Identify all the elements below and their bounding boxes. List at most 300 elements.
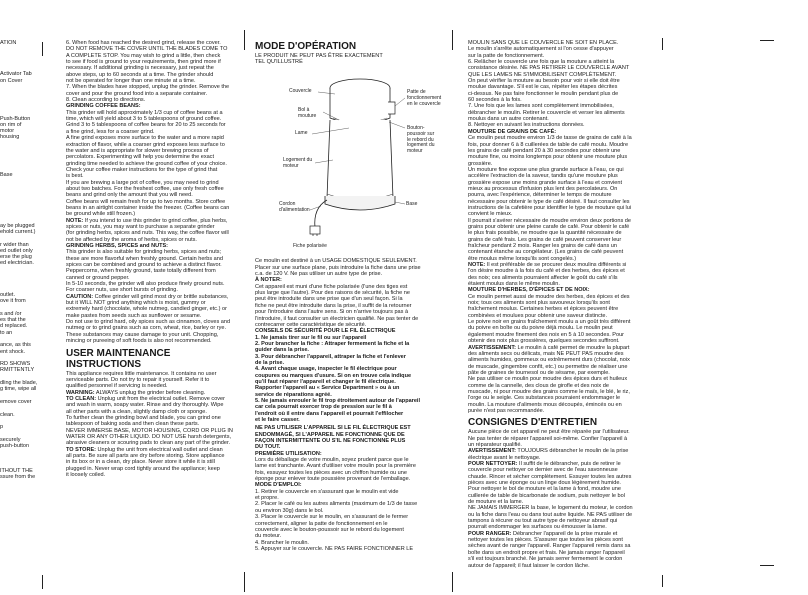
text-line: pâte de graines de tournesol ou de sésame, par exemple. [468, 369, 610, 376]
maintenance-title: USER MAINTENANCE INSTRUCTIONS [66, 347, 171, 370]
text-line: être moulus même lorsqu'ils sont congelés.) [468, 255, 577, 262]
text-line: Cordon [279, 201, 296, 208]
mode-emploi-list [255, 489, 450, 552]
text-line: étaient moulus dans le même moulin. [468, 281, 560, 288]
avert2-paragraph [468, 448, 656, 461]
fragment-line: ssure from the [0, 474, 36, 481]
text-line: 5. Ne jamais enrouler le fil trop étroitement autour de l'appareil [255, 397, 420, 404]
text-line: For coarser nuts, use short bursts of grinding. [66, 287, 178, 294]
text-line: DO NOT REMOVE THE COVER UNTIL THE BLADES COME TO [66, 46, 228, 53]
text-line: d'alimentation [279, 207, 310, 213]
text-line: moteur [407, 147, 423, 154]
text-line: coupures ou marques d'usure. Si on en trouve cela indique [255, 372, 412, 379]
text-line: Ce moulin permet aussi de moudre des herbes, des épices et des [468, 293, 630, 300]
store-label: TO STORE: [66, 446, 96, 453]
fragment-line: ATION [0, 40, 17, 46]
text-line: is best. [66, 173, 84, 180]
note-label: NOTE: [66, 217, 84, 224]
conseils-heading: CONSEILS DE SÉCURITÉ POUR LE FIL ÉLECTRIQUE [255, 328, 396, 335]
text-line: qu'il faut réparer l'appareil et changer le fil électrique. [255, 378, 396, 385]
fragment-line: RMITTENTLY [0, 367, 35, 374]
fragment-line: erse the plug [0, 254, 32, 261]
crop-mark [244, 572, 245, 592]
text-line: l'introduire, il faut consulter un électricien qualifié. Ne pas tenter de [255, 315, 419, 322]
text-line: 6. Relâcher le couvercle une fois que la mouture a atteint la [468, 59, 615, 66]
text-line: Débrancher l'appareil de la prise murale et [511, 530, 618, 537]
text-line: these are more flavorful when freshly ground. Certain herbs and [66, 255, 223, 262]
fragment-line: to an [0, 329, 13, 336]
steps-6-8 [66, 40, 242, 103]
herbs-heading: GRINDING HERBS, SPICES and NUTS: [66, 243, 169, 249]
text-line: fiche ne peut être introduite dans la prise, il suffit de la retourner [255, 302, 412, 309]
note-paragraph [66, 218, 242, 243]
text-line: Ce moulin est destiné à un USAGE DOMESTIQUE SEULEMENT. [255, 258, 417, 265]
text-line: accélère l'extraction de la saveur, tandis qu'une mouture plus [468, 173, 618, 180]
fragment-line: dling the blade, [0, 380, 38, 387]
text-line: spices or nuts, you may want to purchase a separate grinder [66, 223, 215, 230]
text-line: a fine grind, less for a coarser grind. [66, 128, 155, 135]
text-line: chaude. Rincer et sécher complètement. Essuyer toutes les autres [468, 473, 632, 480]
fragment-line: housing [0, 134, 20, 141]
text-line: éponge pour enlever toute poussière provenant de l'emballage. [255, 476, 411, 483]
maintenance-intro [66, 371, 242, 390]
callout-lame: Lame [295, 130, 308, 137]
text-line: pour l'introduire dans l'autre sens. Si on n'arrive toujours pas à [255, 309, 409, 316]
text-line: be ground while still frozen.) [66, 211, 136, 218]
fragment-line: outlet. [0, 291, 15, 298]
grinding-coffee-heading: GRINDING COFFEE BEANS: [66, 103, 141, 110]
text-line: plugged in. Never wrap cord tightly around the appliance; keep [66, 465, 220, 472]
text-line: débrancher le moulin. Retirer le couvercle et verser les aliments [468, 109, 625, 116]
text-line: contenant étanche au congélateur. (Les grains de café peuvent [468, 249, 624, 256]
fragment-line: s and /or [0, 310, 22, 317]
text-line: TEL QU'ILLUSTRÉ [255, 59, 303, 66]
text-line: logement du [407, 142, 435, 149]
text-line: Il suffit de le débrancher, puis de retirer le [517, 461, 621, 467]
text-line: serviceable parts. Do not try to repair it yourself. Refer it to [66, 376, 210, 383]
callout-cordon [279, 202, 310, 213]
text-line: du poivre en boîte ou du poivre déjà moulu. Le moulin peut [468, 325, 613, 332]
text-line: beans in an airtight container inside the freezer. (Coffee beans can [66, 204, 230, 211]
text-line: nettoyer toutes les pièces. S'assurer que toutes les pièces sont [468, 537, 623, 544]
text-line: This grinder will hold approximately 1/3 cup of coffee beans at a [66, 109, 223, 116]
text-line: 1. Ne jamais tirer sur le fil ou sur l'appareil [255, 334, 367, 341]
text-line: Lors du déballage de votre moulin, soyez prudent parce que le [255, 457, 409, 464]
text-line: (for grinding herbs, spices and nuts. This way, the coffee flavor will [66, 230, 229, 237]
store-paragraph [66, 447, 242, 479]
text-line: l'on désire moudre à la fois du café et des herbes, des épices et [468, 268, 625, 275]
text-line: Le poivre noir en grains fraîchement moulu a un goût très différent [468, 319, 631, 326]
crop-mark [760, 40, 774, 41]
clean-label: TO CLEAN: [66, 395, 97, 402]
text-line: WATER OR ANY OTHER LIQUID. DO NOT USE harsh detergents, [66, 433, 232, 440]
text-line: Unplug the unit from electrical wall outlet and clean [96, 446, 223, 453]
text-line: not be operated for longer than one minute at a time. [66, 78, 196, 85]
warning-text: ALWAYS unplug the grinder before cleaning. [94, 389, 206, 396]
fragment-line: securely [0, 436, 21, 443]
text-line: consistance désirée. NE PAS RETIRER LE COUVERCLE AVANT [468, 65, 630, 72]
text-line: électrique avant le nettoyage. [468, 454, 541, 461]
fragment-line: Push-Button [0, 115, 31, 122]
text-line: Coffee grinder will grind most dry or brittle substances, [93, 293, 229, 300]
text-line: To further clean the grinding bowl and blade, you can grind one [66, 414, 221, 421]
text-line: ENDOMMAGÉ, SI L'APPAREIL NE FONCTIONNE QUE DE [255, 431, 405, 438]
text-line: plus large que l'autre). Pour des raisons de sécurité, la fiche ne [255, 290, 410, 297]
text-line: moteur [283, 163, 299, 169]
text-line: NE JAMAIS IMMERGER la base, le logement du moteur, le cordon [468, 505, 633, 512]
text-line: comme de la cannelle, des clous de girofle et des noix de [468, 382, 609, 389]
avert-paragraph [468, 345, 656, 415]
grains-heading: MOUTURE DE GRAINS DE CAFÉ: [468, 128, 557, 135]
text-line: 4. Brancher le moulin. [255, 539, 309, 546]
text-line: c.a. de 120 V. Ne pas utiliser un autre type de prise. [255, 271, 383, 278]
steps-6-8-fr [468, 40, 656, 129]
clean-paragraph [66, 396, 242, 447]
callout-bol [298, 108, 316, 119]
caution-paragraph [66, 294, 242, 345]
text-line: combinées et moulues pour obtenir une saveur distincte. [468, 312, 608, 319]
fragment-line: clean. [0, 411, 15, 418]
noter-text [255, 284, 450, 328]
text-line: cover and pour the ground food into a separate container. [66, 90, 208, 97]
text-line: 7. Une fois que les lames sont complètement immobilisées, [468, 103, 614, 110]
text-line: A fine grind exposes more surface to the water and a more rapid [66, 135, 224, 142]
fragment-line: Activator Tab [0, 71, 32, 78]
text-line: it loosely coiled. [66, 472, 106, 478]
text-line: Il est préférable de se procurer deux moulins différents si [485, 262, 627, 269]
text-line: Patte de [407, 89, 426, 96]
text-line: Aucune pièce de cet appareil ne peut être réparée par l'utilisateur. [468, 429, 630, 436]
fragment-line: Base [0, 172, 13, 179]
text-line: fois, pour donner 6 à 8 cuillerées de table de café moulu. Moudre [468, 141, 629, 148]
text-line: pourra, avec l'expérience, déterminer le temps de mouture [468, 192, 612, 199]
text-line: time, which will yield about 3 to 5 tablespoons of ground coffee. [66, 116, 222, 123]
mode-operation-title: MODE D'OPÉRATION [255, 41, 357, 52]
text-line: obtenir des noix plus grossières, quelques secondes suffiront. [468, 338, 620, 345]
text-line: service de réparations agréé. [255, 391, 332, 398]
text-line: fraîcheur pendant 2 mois. Ranger les grains de café dans un [468, 243, 617, 249]
fragment-line: r wider than [0, 241, 29, 248]
text-line: On peut vérifier la mouture au besoin pour voir si elle doit être [468, 78, 620, 85]
callout-logement [283, 158, 312, 169]
premiere-heading: PREMIÈRE UTILISATION: [255, 450, 322, 457]
crop-mark [760, 565, 774, 566]
text-line: fois, essuyez toutes les pièces avec un chiffon humide ou une [255, 469, 407, 476]
text-line: spices can be combined and ground to achieve a distinct flavor. [66, 262, 222, 269]
text-line: 60 secondes à la fois. [468, 97, 522, 104]
text-line: Unplug unit from the electrical outlet. Remove cover [96, 395, 225, 402]
text-line: but it WILL NOT grind anything which is moist, gummy or [66, 300, 206, 307]
text-line: moulue davantage. S'il est le cas, répéter les étapes décrites [468, 84, 618, 91]
text-line: A COMPLETE STOP. You may wish to grind a little, then check [66, 52, 221, 59]
note-fr-text [468, 262, 626, 287]
text-line: poussoir sur [407, 131, 435, 137]
text-line: ci-dessus. Ne pas faire fonctionner le moulin pendant plus de [468, 90, 619, 97]
text-line: boîte dans un endroit propre et frais. Ne jamais ranger l'appareil [468, 549, 625, 556]
caution-text [66, 294, 230, 344]
text-line: muscade, ni pour moudre des grains comme le maïs, le blé, le riz, [468, 388, 630, 395]
avert-text [468, 345, 630, 414]
crop-mark [452, 572, 453, 592]
text-line: des aliments secs ou délicats, mais NE PEUT PAS moudre des [468, 350, 624, 357]
avert2-label: AVERTISSEMENT: [468, 448, 516, 455]
text-line: nutmeg or to grind grains such as corn, wheat, rice, barley or rye. [66, 325, 227, 332]
text-line: FAÇON INTERMITTENTE OU S'IL NE FONCTIONNE PLUS [255, 438, 406, 445]
text-line: fraîchement moulus. Certaines herbes et épices peuvent être [468, 306, 619, 313]
text-line: MOULIN SANS QUE LE COUVERCLE NE SOIT EN PLACE. [468, 40, 619, 46]
text-line: grossière expose une moins grande surface à l'eau et convient [468, 179, 622, 186]
callout-patte [407, 90, 441, 107]
text-line: mieux au processus d'infusion plus lent des percolateurs. On [468, 185, 618, 192]
noter-label: À NOTER: [255, 277, 282, 284]
text-line: the water and is appropriate for slower brewing process of [66, 147, 209, 154]
text-line: Ne pas utiliser ce moulin pour moudre des épices durs et huileux [468, 376, 628, 383]
fragment-line: d replaced. [0, 323, 28, 330]
text-line: In 5-10 seconds, the grinder will also produce finely ground nuts. [66, 281, 225, 288]
text-line: 1. Retirer le couvercle en s'assurant que le moulin est vide [255, 488, 399, 495]
usage-text [255, 258, 450, 277]
text-line: about two batches. For the freshest coffee, use only fresh coffee [66, 185, 224, 192]
text-line: NE PAS UTILISER L'APPAREIL SI LE FIL ÉLECTRIQUE EST [255, 425, 411, 432]
fragment-line: ance, as this [0, 342, 31, 349]
text-line: de mouture et la lame. [468, 499, 524, 506]
text-line: couvercle pour nettoyer ce dernier avec de l'eau savonneuse [468, 467, 618, 474]
premiere-text [255, 457, 450, 482]
text-line: extremely hard (chocolate, whole nutmeg, candied ginger, etc.) or [66, 306, 227, 313]
grinder-diagram [255, 68, 450, 250]
text-line: convient le mieux. [468, 211, 513, 218]
text-line: un réparateur qualifié. [468, 441, 522, 448]
column-french-2 [468, 40, 656, 569]
text-line: Ce moulin peut moudre environ 1/3 de tasse de grains de café à la [468, 135, 632, 142]
warning-label: WARNING: [66, 389, 95, 396]
column-french-1 [255, 40, 450, 552]
fragment-line: p [0, 424, 4, 431]
ranger-text [468, 531, 630, 569]
herbs-text [66, 249, 242, 293]
note-text [66, 218, 229, 243]
text-line: l'orge ou le seigle. Ces substances pourraient endommager le [468, 395, 621, 402]
herbes-text [468, 294, 656, 345]
fragment-line: motor [0, 128, 15, 135]
crop-mark [662, 38, 663, 50]
text-line: autour de l'appareil; il faut laisser le cordon lâche. [468, 562, 590, 569]
column-english [66, 40, 242, 478]
fragment-line: emove cover [0, 398, 32, 405]
text-line: Logement du [283, 157, 313, 164]
fragment-line: ed electrician. [0, 260, 34, 267]
fragment-line: ehold current.) [0, 228, 36, 235]
text-line: des noix; ces aliments pourraient affecter le goût du café s'ils [468, 274, 618, 281]
text-line: mouture [298, 113, 317, 119]
text-line: grinding time needed to achieve the ground coffee of your choice. [66, 160, 227, 167]
note-fr-label: NOTE: [468, 262, 486, 269]
text-line: Check your coffee maker instructions for the type of grind that [66, 166, 218, 173]
text-line: This appliance requires little maintenance. It contains no user [66, 370, 217, 377]
caution-label: CAUTION: [66, 293, 94, 300]
mode-emploi-heading: MODE D'EMPLOI: [255, 482, 302, 489]
text-line: contrecarrer cette caractéristique de sécurité. [255, 321, 367, 328]
avert-label: AVERTISSEMENT: [468, 344, 516, 351]
text-line: 8. Clean according to directions. [66, 97, 146, 104]
text-line: 2. Pour brancher la fiche : Attraper fermement la fiche et la [255, 340, 410, 347]
text-line: guider dans la prise. [255, 347, 309, 354]
text-line: car cela pourrait exercer trop de pression sur le fil à [255, 404, 392, 411]
text-line: Placer sur une surface plane, puis introduire la fiche dans une prise [255, 264, 421, 271]
fragment-line: push-button [0, 443, 30, 449]
text-line: necessary. If additional grinding is necessary, just repeat the [66, 65, 214, 72]
text-line: extraction of flavor, while a coarser grind exposes less surface to [66, 141, 225, 148]
nettoyer-label: POUR NETTOYER: [468, 461, 518, 467]
text-line: ou environ 30g) dans le bol. [255, 507, 324, 514]
text-line: not be affected by the aroma of herbs, spices or nuts. [66, 236, 197, 243]
text-line: en le couvercle [407, 100, 441, 107]
nettoyer-text [468, 461, 633, 530]
text-line: de la prise. [255, 359, 284, 366]
left-page-fragment [0, 40, 52, 481]
fragment-line: ed outlet only [0, 247, 33, 254]
text-line: mincing or pureeing of soft foods is also not recommended. [66, 338, 212, 345]
text-line: 2. Placer le café ou les autres aliments (maximum de 1/3 de tasse [255, 501, 418, 508]
text-line: NEVER IMMERSE BASE, MOTOR HOUSING, CORD OR PLUG IN [66, 427, 233, 434]
text-line: fonctionnement [407, 95, 442, 101]
text-line: all parts. Be sure all parts are dry before storing. Store appliance [66, 452, 225, 459]
text-line: above steps, up to 60 seconds at a time. The grinder should [66, 71, 214, 78]
text-line: Bol à [298, 107, 310, 114]
consignes-intro [468, 429, 656, 448]
crop-mark [42, 575, 43, 589]
text-line: TOUJOURS débrancher le moulin de la prise [515, 448, 629, 455]
text-line: du moteur. [255, 533, 282, 540]
product-disclaimer [255, 53, 450, 65]
text-line: 4. Avant chaque usage, inspecter le fil électrique pour [255, 366, 397, 373]
text-line: instructions de la cafetière pour identifier le type de mouture qui lui [468, 204, 632, 211]
text-line: Un mouture fine expose une plus grande surface à l'eau, ce qui [468, 166, 624, 173]
text-line: Pour nettoyer le bol de mouture et la lame à fond, moudre une [468, 486, 621, 493]
grinding-coffee-text [66, 110, 242, 218]
text-line: moulin. La mouture d'aliments mous découpés, émincés ou en [468, 401, 622, 408]
text-line: cuillerée de table de bicarbonate de sodium, puis nettoyer le bol [468, 492, 625, 499]
text-line: pièces avec une éponge ou un linge doux légèrement humide. [468, 480, 621, 487]
fragment-line: on Cover [0, 77, 23, 84]
text-line: beans and grind only the amount that you will need. [66, 192, 193, 199]
text-line: Le moulin s'arrête automatiquement si l'on cesse d'appuyer [468, 46, 614, 53]
text-line: 3. Placer le couvercle sur le moulin, en s'assurant de le fermer [255, 514, 409, 521]
text-line: grains pour obtenir une pleine carafe de café. Pour obtenir le café [468, 223, 630, 230]
crop-mark [662, 575, 663, 587]
text-line: 7. When the blades have stopped, unplug the grinder. Remove the [66, 84, 230, 91]
text-line: et propre. [255, 495, 279, 502]
text-line: Ne pas tenter de réparer l'appareil soi-même. Confier l'appareil à [468, 435, 628, 442]
text-line: Rapporter l'appareil au « Service Department » ou à un [255, 385, 400, 392]
callout-couvercle: Couvercle [289, 88, 312, 95]
text-line: all other parts with a clean, slightly damp cloth or sponge. [66, 408, 207, 415]
crop-mark [452, 30, 453, 50]
text-line: This grinder is also suitable for grinding herbs, spices and nuts; [66, 249, 222, 256]
text-line: Il pourrait s'avérer nécessaire de moudre environ deux portions de [468, 217, 631, 224]
conseils-list [255, 335, 450, 424]
text-line: nécessaire pour obtenir le type de café désiré. Il faut consulter les [468, 198, 630, 205]
callout-fiche: Fiche polarisée [293, 243, 327, 250]
fragment-line: g time, wipe all [0, 386, 37, 393]
text-line: percolators. Experimenting will help you determine the exact [66, 154, 214, 161]
fragment-line: ay be plugged [0, 222, 35, 229]
text-line: qualified personnel if servicing is needed. [66, 383, 168, 390]
text-line: 8. Nettoyer en suivant les instructions données. [468, 122, 585, 129]
fragment-line: ent shock. [0, 348, 26, 355]
text-line: Do not use to grind hard, oily spices such as cinnamon, cloves and [66, 319, 231, 326]
text-line: Coffee beans will remain fresh for up to two months. Store coffee [66, 198, 226, 205]
grains-text [468, 135, 656, 262]
text-line: make pastes from seeds such as sunflower or sesame. [66, 312, 202, 319]
crop-mark [244, 30, 245, 50]
clean-text [66, 396, 233, 446]
text-line: et le faire casser. [255, 417, 300, 423]
warning-caps [255, 425, 450, 450]
text-line: to see if food is ground to your requirements, then grind more if [66, 59, 221, 66]
fragment-line: ove it from [0, 298, 26, 305]
text-line: Bouton- [407, 125, 425, 132]
text-line: canned or ground pepper. [66, 274, 130, 281]
text-line: 6. When food has reached the desired grind, release the cover. [66, 40, 221, 46]
text-line: DU TOUT. [255, 444, 281, 451]
text-line: Peppercorns, when freshly ground, taste totally different from [66, 268, 216, 275]
text-line: If you intend to use this grinder to grind coffee, plus herbs, [83, 217, 228, 224]
herbes-heading: MOUTURE D'HERBES, D'ÉPICES ET DE NOIX: [468, 287, 590, 294]
text-line: abrasive cleaners or scouring pads to clean any part of the grinder. [66, 440, 231, 447]
text-line: These substances may cause damage to your unit. Chopping, [66, 331, 219, 338]
text-line: Le moulin à café permet de moudre la plupart [515, 344, 630, 351]
text-line: correctement, aligner la patte de fonctionnement en le [255, 520, 388, 527]
fragment-line: on rim of [0, 121, 22, 128]
consignes-title: CONSIGNES D'ENTRETIEN [468, 417, 598, 429]
text-line: tablespoon of baking soda and then clean these parts. [66, 421, 200, 428]
text-line: mouture fine, ou moins longtemps pour obtenir une mouture plus [468, 154, 628, 161]
text-line: in its box or in a clean, dry place. Never store it while it is still [66, 459, 215, 466]
ranger-paragraph [468, 531, 656, 569]
nettoyer-paragraph [468, 461, 656, 531]
text-line: tampons à récurer ou tout autre type de nettoyeur abrasif qui [468, 518, 618, 525]
text-line: 5. Appuyer sur le couvercle. NE PAS FAIRE FONCTIONNER LE [255, 545, 414, 552]
text-line: sèches avant de ranger l'appareil. Ranger l'appareil remis dans sa [468, 543, 631, 550]
text-line: peut être introduite dans une prise que d'un seul façon. Si la [255, 296, 403, 303]
text-line: le plus frais possible, ne moudre que la quantité nécessaire de [468, 230, 622, 237]
text-line: and wash in warm, soapy water. Rinse and dry thoroughly. Wipe [66, 402, 224, 409]
text-line: Cet appareil est muni d'une fiche polarisée (l'une des tiges est [255, 283, 408, 290]
text-line: grossière. [468, 160, 493, 167]
text-line: 3. Pour débrancher l'appareil, attraper la fiche et l'enlever [255, 353, 406, 360]
text-line: sur la patte de fonctionnement. [468, 52, 545, 59]
text-line: l'endroit où il entre dans l'appareil et pourrait l'effilocher [255, 410, 404, 417]
fragment-line: es that the [0, 317, 26, 324]
text-line: les grains de café pendant 20 à 30 secondes pour obtenir une [468, 147, 621, 154]
fragment-line: ITHOUT THE [0, 468, 33, 475]
text-line: également moudre finement des noix en 5 à 10 secondes. Pour [468, 331, 625, 338]
text-line: couvercle avec le bouton-poussoir sur le rebord du logement [255, 526, 404, 533]
text-line: grains de café frais. Les grains de café peuvent conserver leur [468, 236, 622, 243]
text-line: lame est tranchante. Avant d'utiliser votre moulin pour la première [255, 463, 416, 470]
text-line: LE PRODUIT NE PEUT PAS ÊTRE EXACTEMENT [255, 53, 383, 59]
text-line: ou la fiche dans l'eau ou dans tout autre liquide. NE PAS utiliser de [468, 511, 633, 518]
text-line: moulus dans un autre contenant. [468, 116, 549, 123]
text-line: noix; tous ces aliments sont plus savoureux lorsqu'ils sont [468, 300, 610, 307]
text-line: If you are brewing a large pot of coffee, you may need to grind [66, 179, 219, 186]
text-line: le rebord du [407, 136, 434, 143]
ranger-label: POUR RANGER: [468, 530, 512, 537]
text-line: pourrait endommager les surfaces ou émousser la lame. [468, 524, 607, 531]
callout-bouton [407, 126, 435, 154]
text-line: QUE LES LAMES NE S'IMMOBILISENT COMPLÈTEMENT. [468, 71, 617, 78]
